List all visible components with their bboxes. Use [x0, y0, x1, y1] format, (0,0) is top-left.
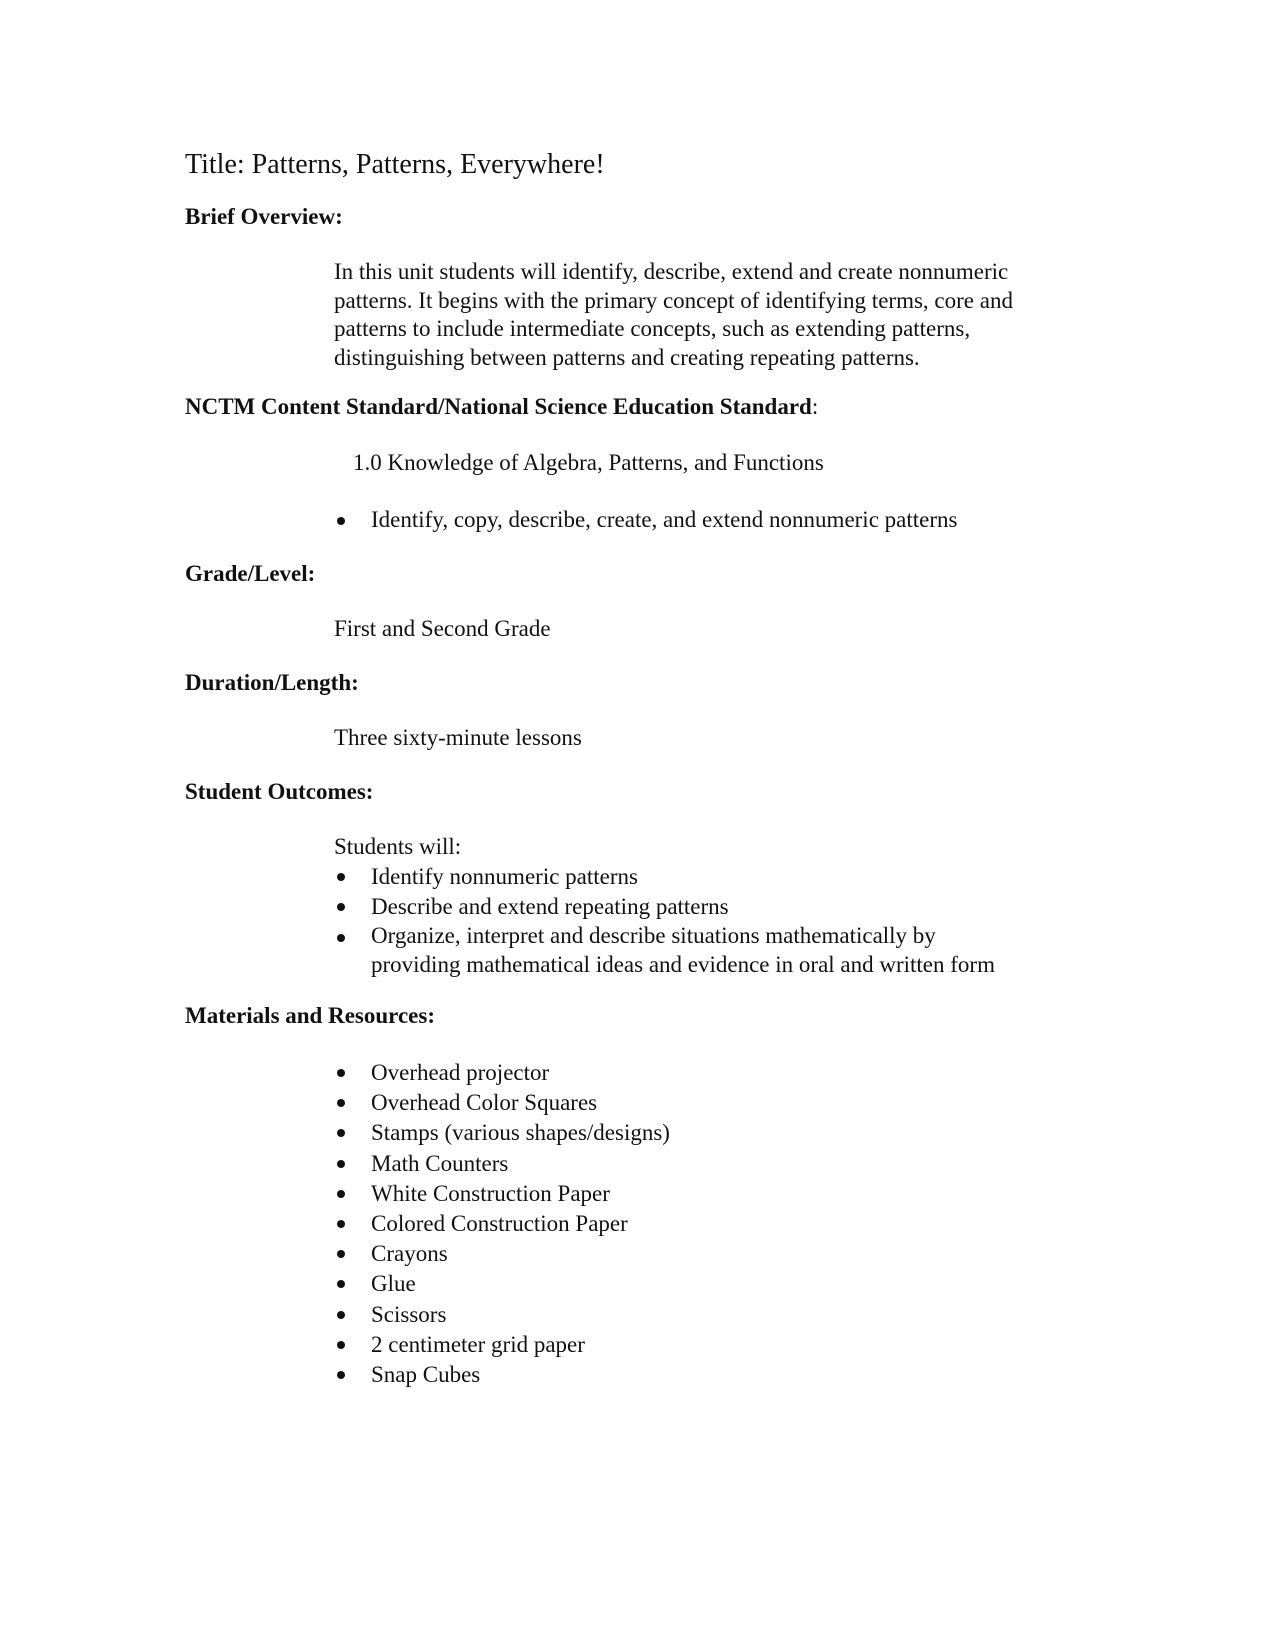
material-text: Overhead projector [371, 1060, 550, 1085]
standard-bullet-text: Identify, copy, describe, create, and extend nonnumeric patterns [371, 507, 958, 532]
grade-level-value: First and Second Grade [334, 616, 551, 641]
standard-bullet-list [334, 506, 957, 534]
list-item [334, 892, 995, 922]
student-outcomes-list [334, 862, 995, 979]
list-item [334, 1239, 670, 1269]
outcome-text: Identify nonnumeric patterns [371, 864, 638, 889]
bullet-icon [337, 1220, 345, 1228]
bullet-icon [337, 1280, 345, 1288]
bullet-icon [337, 873, 345, 881]
student-outcomes-heading: Student Outcomes: [185, 779, 374, 804]
bullet-icon [337, 1129, 345, 1137]
material-text: Scissors [371, 1301, 447, 1327]
bullet-icon [337, 1371, 345, 1379]
student-outcomes-intro: Students will: [334, 834, 462, 859]
overview-line: patterns to include intermediate concepts, such as extending patterns, [334, 316, 971, 341]
material-text: 2 centimeter grid paper [371, 1331, 585, 1357]
material-text: Glue [371, 1271, 416, 1297]
material-text: Crayons [371, 1241, 448, 1267]
list-item [334, 1149, 670, 1179]
list-item [334, 1209, 670, 1239]
materials-list [334, 1058, 670, 1390]
bullet-icon [337, 1160, 345, 1168]
bullet-icon [337, 903, 345, 911]
material-text: Snap Cubes [371, 1362, 481, 1388]
brief-overview-heading: Brief Overview: [185, 204, 343, 229]
materials-heading: Materials and Resources: [185, 1003, 435, 1028]
list-item [334, 922, 995, 979]
standard-heading [185, 393, 818, 421]
grade-level-heading: Grade/Level: [185, 561, 316, 586]
list-item [334, 1118, 670, 1148]
bullet-icon [337, 1069, 345, 1077]
list-item [334, 1300, 670, 1330]
list-item [334, 862, 995, 892]
overview-line: patterns. It begins with the primary concept of identifying terms, core and [334, 287, 1013, 313]
material-text: White Construction Paper [371, 1180, 610, 1206]
material-text: Math Counters [371, 1150, 509, 1176]
list-item [334, 1360, 670, 1390]
list-item [334, 1269, 670, 1299]
bullet-icon [337, 1190, 345, 1198]
list-item [334, 1058, 670, 1088]
bullet-icon [337, 1311, 345, 1319]
list-item [334, 1330, 670, 1360]
list-item [334, 1088, 670, 1118]
standard-heading-text: NCTM Content Standard/National Science Education Standard [185, 394, 812, 419]
material-text: Stamps (various shapes/designs) [371, 1120, 670, 1146]
list-item [334, 1179, 670, 1209]
outcome-text-line: providing mathematical ideas and evidence in oral and written form [371, 951, 995, 977]
bullet-icon [337, 934, 345, 942]
bullet-icon [337, 517, 345, 525]
bullet-icon [337, 1341, 345, 1349]
material-text: Overhead Color Squares [371, 1090, 598, 1116]
overview-line: distinguishing between patterns and creating repeating patterns. [334, 344, 920, 370]
bullet-icon [337, 1250, 345, 1258]
standard-heading-colon: : [811, 394, 819, 419]
bullet-icon [337, 1099, 345, 1107]
material-text: Colored Construction Paper [371, 1211, 628, 1237]
outcome-text-line: Organize, interpret and describe situations mathematically by [371, 923, 936, 948]
outcome-text: Describe and extend repeating patterns [371, 894, 729, 919]
duration-value: Three sixty-minute lessons [334, 725, 582, 750]
document-title: Title: Patterns, Patterns, Everywhere! [185, 149, 605, 180]
standard-item: 1.0 Knowledge of Algebra, Patterns, and Functions [353, 450, 824, 475]
list-item [334, 506, 957, 534]
brief-overview-paragraph [334, 258, 1094, 372]
overview-line: In this unit students will identify, describe, extend and create nonnumeric [334, 259, 1009, 284]
duration-heading: Duration/Length: [185, 670, 359, 695]
